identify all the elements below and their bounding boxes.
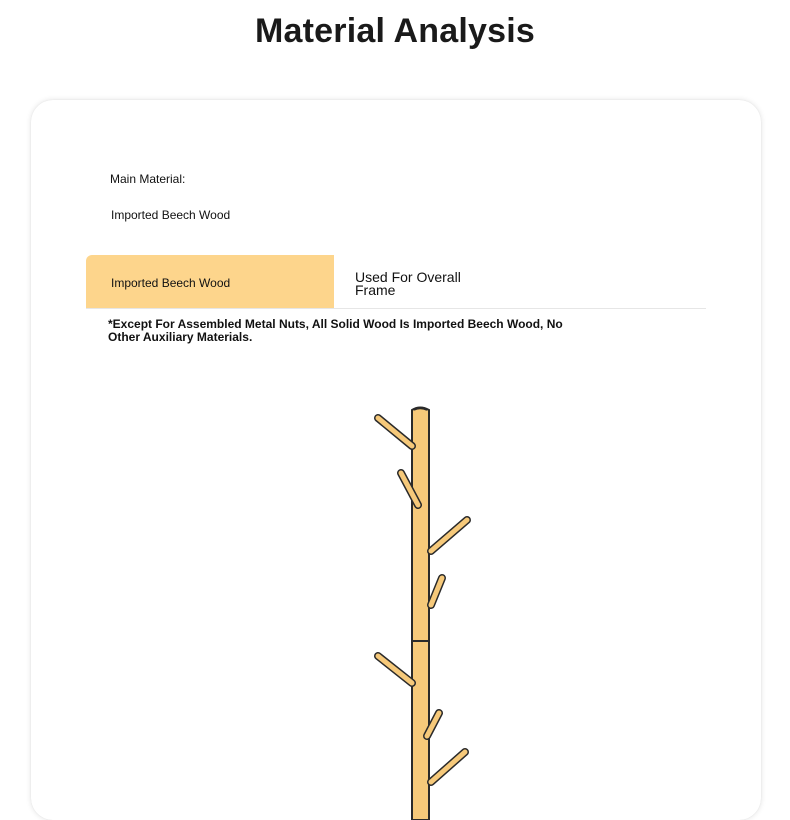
coat-rack-pole [412,408,429,820]
material-note: *Except For Assembled Metal Nuts, All Solid Wood Is Imported Beech Wood, No Other Auxiliary Materials. [108,318,598,344]
main-material-value: Imported Beech Wood [111,208,230,222]
material-usage-row [86,255,706,309]
coat-rack-illustration [371,400,511,820]
material-card [31,100,761,820]
main-material-label: Main Material: [110,172,185,186]
material-usage-text: Used For Overall Frame [355,271,495,297]
material-name-cell [86,255,334,308]
material-name-text: Imported Beech Wood [111,276,230,290]
page-title: Material Analysis [0,12,790,51]
